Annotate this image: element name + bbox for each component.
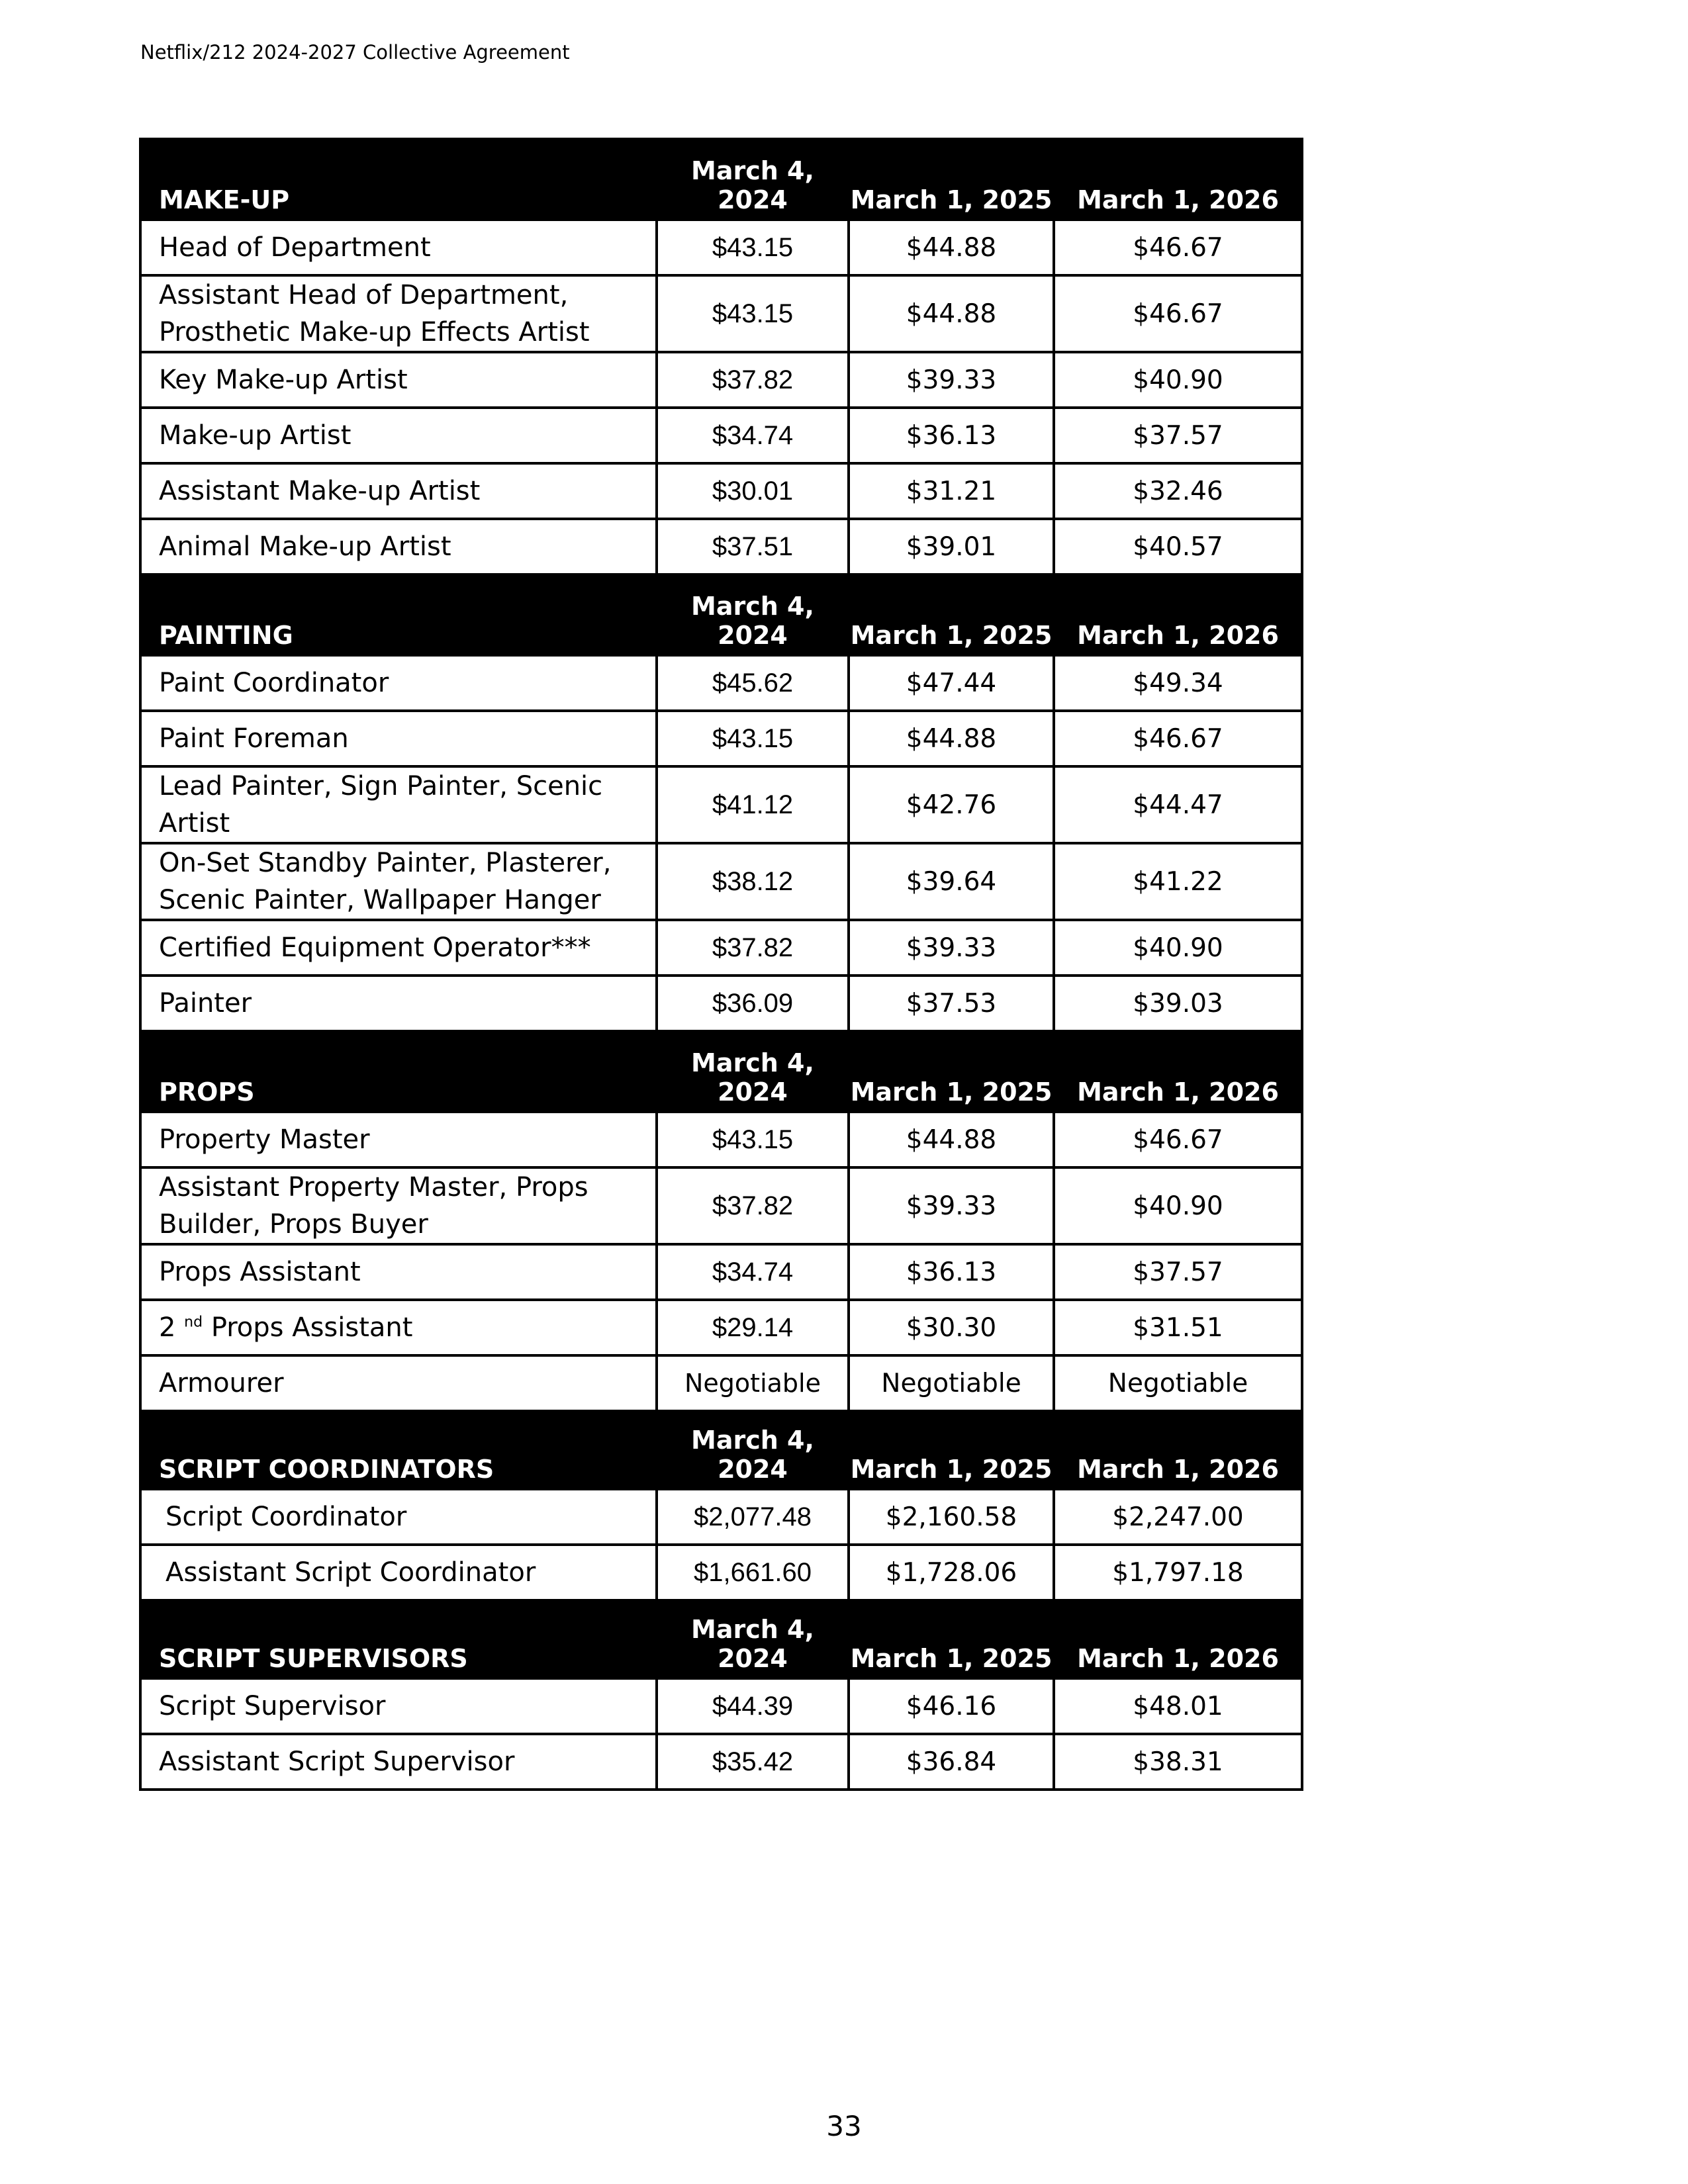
rate-2024: $34.74 — [657, 1244, 849, 1300]
job-title: Assistant Make-up Artist — [140, 463, 657, 519]
section-header-painting — [140, 574, 1302, 655]
rate-2026: $31.51 — [1054, 1300, 1302, 1355]
job-title: Assistant Script Coordinator — [140, 1545, 657, 1600]
date-header: March 1, 2025 — [849, 1600, 1054, 1678]
job-title: On-Set Standby Painter, Plasterer, Scenic Painter, Wallpaper Hanger — [140, 843, 657, 920]
date-header: March 1, 2025 — [849, 1031, 1054, 1112]
date-header: March 4, 2024 — [657, 1411, 849, 1489]
rate-2026: $38.31 — [1054, 1734, 1302, 1790]
table-row — [140, 519, 1302, 574]
rate-2025: $39.64 — [849, 843, 1054, 920]
table-row — [140, 843, 1302, 920]
rate-2025: $39.33 — [849, 352, 1054, 408]
job-title: Props Assistant — [140, 1244, 657, 1300]
job-title: Script Supervisor — [140, 1678, 657, 1734]
rate-2026: $37.57 — [1054, 1244, 1302, 1300]
job-title: Painter — [140, 976, 657, 1031]
section-header-props — [140, 1031, 1302, 1112]
rate-2026: $1,797.18 — [1054, 1545, 1302, 1600]
rate-2026: Negotiable — [1054, 1355, 1302, 1411]
date-header: March 1, 2026 — [1054, 1600, 1302, 1678]
rate-2025: $2,160.58 — [849, 1489, 1054, 1545]
job-title: Assistant Script Supervisor — [140, 1734, 657, 1790]
section-title: SCRIPT COORDINATORS — [140, 1411, 657, 1489]
date-header: March 1, 2026 — [1054, 139, 1302, 220]
section-title: PROPS — [140, 1031, 657, 1112]
rate-2024: $29.14 — [657, 1300, 849, 1355]
rate-2025: $44.88 — [849, 220, 1054, 275]
rate-2024: $37.82 — [657, 920, 849, 976]
table-row — [140, 920, 1302, 976]
rate-2026: $37.57 — [1054, 408, 1302, 463]
section-title: PAINTING — [140, 574, 657, 655]
rate-2024: $38.12 — [657, 843, 849, 920]
table-row — [140, 1112, 1302, 1167]
date-header: March 1, 2025 — [849, 1411, 1054, 1489]
wage-rate-table — [139, 138, 1303, 1791]
table-row — [140, 220, 1302, 275]
rate-2024: $2,077.48 — [657, 1489, 849, 1545]
rate-2024: $44.39 — [657, 1678, 849, 1734]
rate-2025: $39.33 — [849, 1167, 1054, 1244]
section-title: SCRIPT SUPERVISORS — [140, 1600, 657, 1678]
ordinal-number: 2 — [159, 1312, 176, 1343]
table-row — [140, 463, 1302, 519]
job-title: Head of Department — [140, 220, 657, 275]
rate-2025: $30.30 — [849, 1300, 1054, 1355]
rate-2024: $37.82 — [657, 352, 849, 408]
job-title: Paint Foreman — [140, 711, 657, 766]
rate-2024: $43.15 — [657, 711, 849, 766]
job-title: Assistant Head of Department, Prosthetic Make-up Effects Artist — [140, 275, 657, 352]
table-row — [140, 1734, 1302, 1790]
rate-2025: $46.16 — [849, 1678, 1054, 1734]
rate-2024: $37.51 — [657, 519, 849, 574]
table-row — [140, 655, 1302, 711]
table-row — [140, 1678, 1302, 1734]
date-header: March 4, 2024 — [657, 1600, 849, 1678]
table-row — [140, 1355, 1302, 1411]
rate-2024: $43.15 — [657, 1112, 849, 1167]
rate-2026: $46.67 — [1054, 711, 1302, 766]
date-header: March 4, 2024 — [657, 139, 849, 220]
rate-2026: $39.03 — [1054, 976, 1302, 1031]
table-row — [140, 1545, 1302, 1600]
job-title: Make-up Artist — [140, 408, 657, 463]
date-header: March 1, 2025 — [849, 574, 1054, 655]
table-row — [140, 976, 1302, 1031]
date-header: March 1, 2026 — [1054, 1031, 1302, 1112]
job-title: Armourer — [140, 1355, 657, 1411]
rate-2025: $39.33 — [849, 920, 1054, 976]
rate-2024: $30.01 — [657, 463, 849, 519]
job-title: Key Make-up Artist — [140, 352, 657, 408]
rate-2026: $32.46 — [1054, 463, 1302, 519]
section-header-script-supervisors — [140, 1600, 1302, 1678]
rate-2026: $46.67 — [1054, 275, 1302, 352]
running-header: Netflix/212 2024-2027 Collective Agreement — [140, 41, 570, 64]
date-header: March 1, 2026 — [1054, 1411, 1302, 1489]
table-row — [140, 352, 1302, 408]
rate-2025: $39.01 — [849, 519, 1054, 574]
rate-2024: $43.15 — [657, 275, 849, 352]
rate-2025: $36.84 — [849, 1734, 1054, 1790]
rate-2025: $42.76 — [849, 766, 1054, 843]
job-title: Certified Equipment Operator*** — [140, 920, 657, 976]
table-row — [140, 711, 1302, 766]
rate-2024: $37.82 — [657, 1167, 849, 1244]
job-title: Property Master — [140, 1112, 657, 1167]
rate-2024: $43.15 — [657, 220, 849, 275]
date-header: March 4, 2024 — [657, 574, 849, 655]
table-row — [140, 1167, 1302, 1244]
table-row — [140, 1300, 1302, 1355]
rate-2026: $49.34 — [1054, 655, 1302, 711]
section-title: MAKE-UP — [140, 139, 657, 220]
rate-2026: $40.90 — [1054, 1167, 1302, 1244]
section-header-make-up — [140, 139, 1302, 220]
rate-2025: $47.44 — [849, 655, 1054, 711]
rate-2024: $1,661.60 — [657, 1545, 849, 1600]
table-row — [140, 1244, 1302, 1300]
rate-2025: Negotiable — [849, 1355, 1054, 1411]
rate-2026: $2,247.00 — [1054, 1489, 1302, 1545]
table-row — [140, 408, 1302, 463]
section-header-script-coordinators — [140, 1411, 1302, 1489]
job-title: Assistant Property Master, Props Builder, Props Buyer — [140, 1167, 657, 1244]
rate-2026: $44.47 — [1054, 766, 1302, 843]
rate-2026: $41.22 — [1054, 843, 1302, 920]
job-title — [140, 1300, 657, 1355]
job-title: Script Coordinator — [140, 1489, 657, 1545]
rate-2025: $37.53 — [849, 976, 1054, 1031]
rate-2024: $45.62 — [657, 655, 849, 711]
job-title: Lead Painter, Sign Painter, Scenic Artist — [140, 766, 657, 843]
rate-2025: $44.88 — [849, 711, 1054, 766]
rate-2026: $48.01 — [1054, 1678, 1302, 1734]
rate-2025: $36.13 — [849, 408, 1054, 463]
rate-2024: $36.09 — [657, 976, 849, 1031]
table-row — [140, 275, 1302, 352]
job-title: Paint Coordinator — [140, 655, 657, 711]
rate-2025: $31.21 — [849, 463, 1054, 519]
rate-2025: $44.88 — [849, 275, 1054, 352]
date-header: March 1, 2026 — [1054, 574, 1302, 655]
rate-2025: $1,728.06 — [849, 1545, 1054, 1600]
table-row — [140, 1489, 1302, 1545]
rate-2026: $40.90 — [1054, 352, 1302, 408]
rate-2026: $46.67 — [1054, 220, 1302, 275]
rate-2026: $40.57 — [1054, 519, 1302, 574]
rate-2024: Negotiable — [657, 1355, 849, 1411]
rate-2024: $34.74 — [657, 408, 849, 463]
ordinal-suffix: nd — [184, 1314, 203, 1331]
rate-2024: $41.12 — [657, 766, 849, 843]
page-number: 33 — [826, 2110, 862, 2142]
rate-2025: $44.88 — [849, 1112, 1054, 1167]
job-title-text: Props Assistant — [211, 1312, 413, 1343]
rate-2024: $35.42 — [657, 1734, 849, 1790]
rate-2026: $40.90 — [1054, 920, 1302, 976]
date-header: March 1, 2025 — [849, 139, 1054, 220]
rate-2026: $46.67 — [1054, 1112, 1302, 1167]
date-header: March 4, 2024 — [657, 1031, 849, 1112]
job-title: Animal Make-up Artist — [140, 519, 657, 574]
rate-2025: $36.13 — [849, 1244, 1054, 1300]
table-row — [140, 766, 1302, 843]
